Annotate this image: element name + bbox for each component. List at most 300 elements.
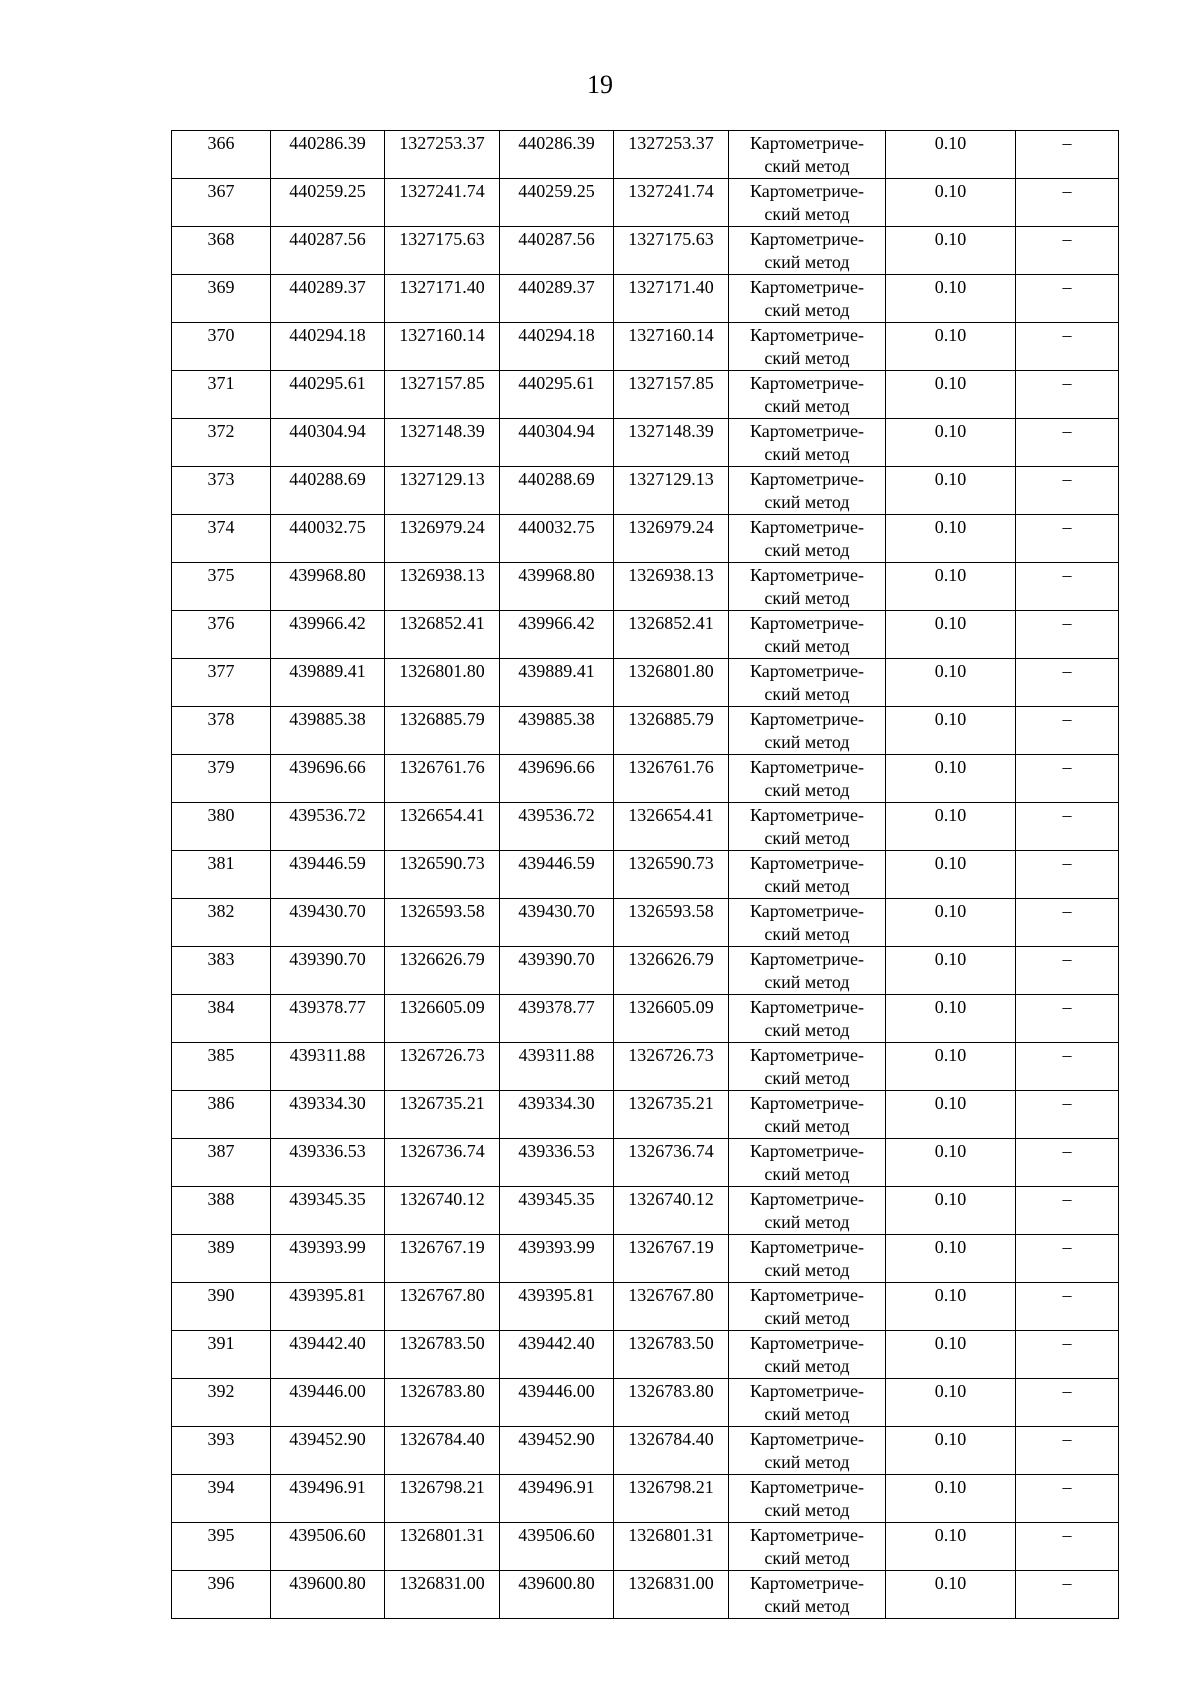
new-x-value: 440287.56 xyxy=(518,229,595,249)
accuracy-cell xyxy=(886,467,1016,515)
table-row xyxy=(172,563,1119,611)
point-number-cell xyxy=(172,419,271,467)
method-line-1: Картометриче- xyxy=(750,757,864,777)
point-number-value: 368 xyxy=(207,229,235,249)
new-y-cell xyxy=(614,1475,729,1523)
point-number-value: 375 xyxy=(207,565,235,585)
existing-y-cell xyxy=(385,179,500,227)
table-row xyxy=(172,419,1119,467)
new-x-cell xyxy=(500,899,614,947)
new-x-cell xyxy=(500,371,614,419)
existing-y-cell xyxy=(385,467,500,515)
accuracy-value: 0.10 xyxy=(934,373,967,393)
accuracy-value: 0.10 xyxy=(934,421,967,441)
table-row xyxy=(172,179,1119,227)
note-value: – xyxy=(1062,853,1072,873)
method-line-1: Картометриче- xyxy=(750,421,864,441)
point-number-cell xyxy=(172,707,271,755)
new-y-value: 1327253.37 xyxy=(628,133,714,153)
existing-y-value: 1326783.80 xyxy=(399,1381,485,1401)
note-cell xyxy=(1016,1331,1119,1379)
point-number-cell xyxy=(172,1379,271,1427)
method-cell xyxy=(729,1523,886,1571)
point-number-value: 389 xyxy=(207,1237,235,1257)
existing-x-value: 439968.80 xyxy=(289,565,366,585)
existing-x-cell xyxy=(271,275,385,323)
table-row xyxy=(172,659,1119,707)
note-cell xyxy=(1016,1475,1119,1523)
new-y-value: 1326740.12 xyxy=(628,1189,714,1209)
method-cell xyxy=(729,227,886,275)
new-y-cell xyxy=(614,1379,729,1427)
point-number-value: 369 xyxy=(207,277,235,297)
accuracy-cell xyxy=(886,659,1016,707)
method-line-2: ский метод xyxy=(764,1500,850,1520)
accuracy-value: 0.10 xyxy=(934,1525,967,1545)
table-row xyxy=(172,227,1119,275)
existing-x-cell xyxy=(271,803,385,851)
method-line-1: Картометриче- xyxy=(750,325,864,345)
new-x-cell xyxy=(500,275,614,323)
point-number-value: 396 xyxy=(207,1573,235,1593)
existing-y-value: 1326767.19 xyxy=(399,1237,485,1257)
existing-x-value: 439446.59 xyxy=(289,853,366,873)
table-row xyxy=(172,371,1119,419)
table-row xyxy=(172,707,1119,755)
existing-x-cell xyxy=(271,1091,385,1139)
new-x-cell xyxy=(500,803,614,851)
note-cell xyxy=(1016,1139,1119,1187)
accuracy-cell xyxy=(886,1331,1016,1379)
new-x-value: 439334.30 xyxy=(518,1093,595,1113)
existing-x-cell xyxy=(271,515,385,563)
method-cell xyxy=(729,1187,886,1235)
existing-x-value: 439393.99 xyxy=(289,1237,366,1257)
table-row xyxy=(172,1283,1119,1331)
method-line-1: Картометриче- xyxy=(750,1189,864,1209)
method-cell xyxy=(729,1235,886,1283)
existing-x-cell xyxy=(271,1043,385,1091)
new-x-value: 440286.39 xyxy=(518,133,595,153)
new-y-cell xyxy=(614,755,729,803)
existing-x-value: 439334.30 xyxy=(289,1093,366,1113)
accuracy-value: 0.10 xyxy=(934,757,967,777)
existing-y-cell xyxy=(385,803,500,851)
existing-y-value: 1326979.24 xyxy=(399,517,485,537)
new-x-cell xyxy=(500,227,614,275)
method-cell xyxy=(729,1571,886,1619)
method-cell xyxy=(729,947,886,995)
method-line-1: Картометриче- xyxy=(750,181,864,201)
method-cell xyxy=(729,515,886,563)
new-y-value: 1327241.74 xyxy=(628,181,714,201)
table-row xyxy=(172,1523,1119,1571)
new-y-cell xyxy=(614,371,729,419)
method-line-2: ский метод xyxy=(764,588,850,608)
note-cell xyxy=(1016,755,1119,803)
existing-x-value: 439496.91 xyxy=(289,1477,366,1497)
existing-x-cell xyxy=(271,755,385,803)
new-y-value: 1326590.73 xyxy=(628,853,714,873)
new-x-cell xyxy=(500,419,614,467)
note-value: – xyxy=(1062,613,1072,633)
point-number-cell xyxy=(172,227,271,275)
accuracy-value: 0.10 xyxy=(934,709,967,729)
note-value: – xyxy=(1062,757,1072,777)
method-line-2: ский метод xyxy=(764,924,850,944)
new-y-cell xyxy=(614,947,729,995)
new-x-value: 440032.75 xyxy=(518,517,595,537)
point-number-cell xyxy=(172,1331,271,1379)
point-number-value: 386 xyxy=(207,1093,235,1113)
method-line-1: Картометриче- xyxy=(750,997,864,1017)
point-number-value: 392 xyxy=(207,1381,235,1401)
existing-y-value: 1326735.21 xyxy=(399,1093,485,1113)
existing-x-value: 439506.60 xyxy=(289,1525,366,1545)
point-number-cell xyxy=(172,1043,271,1091)
accuracy-cell xyxy=(886,515,1016,563)
note-cell xyxy=(1016,1379,1119,1427)
point-number-cell xyxy=(172,1091,271,1139)
accuracy-cell xyxy=(886,323,1016,371)
existing-y-value: 1326831.00 xyxy=(399,1573,485,1593)
existing-y-value: 1326801.80 xyxy=(399,661,485,681)
existing-x-cell xyxy=(271,1379,385,1427)
method-cell xyxy=(729,419,886,467)
existing-y-cell xyxy=(385,755,500,803)
new-x-cell xyxy=(500,995,614,1043)
new-y-cell xyxy=(614,227,729,275)
point-number-cell xyxy=(172,179,271,227)
existing-x-cell xyxy=(271,419,385,467)
new-x-cell xyxy=(500,1139,614,1187)
new-x-cell xyxy=(500,131,614,179)
existing-y-cell xyxy=(385,419,500,467)
new-y-value: 1326593.58 xyxy=(628,901,714,921)
existing-x-cell xyxy=(271,707,385,755)
method-line-2: ский метод xyxy=(764,828,850,848)
new-x-value: 439311.88 xyxy=(518,1045,595,1065)
note-value: – xyxy=(1062,421,1072,441)
table-row xyxy=(172,1427,1119,1475)
existing-y-cell xyxy=(385,1235,500,1283)
point-number-cell xyxy=(172,659,271,707)
note-cell xyxy=(1016,1043,1119,1091)
accuracy-value: 0.10 xyxy=(934,1477,967,1497)
accuracy-cell xyxy=(886,1235,1016,1283)
accuracy-value: 0.10 xyxy=(934,661,967,681)
new-y-cell xyxy=(614,1523,729,1571)
new-x-value: 439696.66 xyxy=(518,757,595,777)
existing-x-cell xyxy=(271,1187,385,1235)
new-x-cell xyxy=(500,1523,614,1571)
point-number-value: 394 xyxy=(207,1477,235,1497)
note-cell xyxy=(1016,947,1119,995)
point-number-cell xyxy=(172,563,271,611)
existing-y-cell xyxy=(385,659,500,707)
note-cell xyxy=(1016,899,1119,947)
new-x-value: 439390.70 xyxy=(518,949,595,969)
point-number-value: 367 xyxy=(207,181,235,201)
note-value: – xyxy=(1062,709,1072,729)
existing-y-cell xyxy=(385,707,500,755)
note-value: – xyxy=(1062,1141,1072,1161)
note-cell xyxy=(1016,851,1119,899)
accuracy-cell xyxy=(886,1139,1016,1187)
existing-y-value: 1326761.76 xyxy=(399,757,485,777)
existing-x-cell xyxy=(271,851,385,899)
new-x-cell xyxy=(500,851,614,899)
note-cell xyxy=(1016,611,1119,659)
accuracy-value: 0.10 xyxy=(934,853,967,873)
new-y-cell xyxy=(614,1331,729,1379)
new-y-cell xyxy=(614,707,729,755)
point-number-value: 390 xyxy=(207,1285,235,1305)
accuracy-cell xyxy=(886,803,1016,851)
point-number-cell xyxy=(172,755,271,803)
table-row xyxy=(172,515,1119,563)
new-y-value: 1326761.76 xyxy=(628,757,714,777)
method-line-1: Картометриче- xyxy=(750,1093,864,1113)
new-y-cell xyxy=(614,611,729,659)
accuracy-value: 0.10 xyxy=(934,901,967,921)
table-row xyxy=(172,131,1119,179)
point-number-value: 391 xyxy=(207,1333,235,1353)
note-value: – xyxy=(1062,1525,1072,1545)
accuracy-value: 0.10 xyxy=(934,1189,967,1209)
accuracy-cell xyxy=(886,995,1016,1043)
note-value: – xyxy=(1062,901,1072,921)
method-cell xyxy=(729,1475,886,1523)
new-y-value: 1326798.21 xyxy=(628,1477,714,1497)
method-line-1: Картометриче- xyxy=(750,949,864,969)
existing-x-cell xyxy=(271,227,385,275)
new-x-cell xyxy=(500,515,614,563)
point-number-value: 384 xyxy=(207,997,235,1017)
note-cell xyxy=(1016,563,1119,611)
new-x-value: 440294.18 xyxy=(518,325,595,345)
table-body xyxy=(172,131,1119,1619)
method-line-2: ский метод xyxy=(764,444,850,464)
method-cell xyxy=(729,179,886,227)
method-line-1: Картометриче- xyxy=(750,517,864,537)
method-line-2: ский метод xyxy=(764,1596,850,1616)
table-row xyxy=(172,995,1119,1043)
existing-y-cell xyxy=(385,1427,500,1475)
table-row xyxy=(172,947,1119,995)
existing-y-cell xyxy=(385,515,500,563)
existing-x-value: 439889.41 xyxy=(289,661,366,681)
accuracy-value: 0.10 xyxy=(934,1333,967,1353)
method-line-2: ский метод xyxy=(764,780,850,800)
note-value: – xyxy=(1062,661,1072,681)
note-cell xyxy=(1016,179,1119,227)
point-number-cell xyxy=(172,323,271,371)
existing-y-cell xyxy=(385,323,500,371)
new-y-value: 1327129.13 xyxy=(628,469,714,489)
new-x-cell xyxy=(500,1187,614,1235)
existing-x-value: 439536.72 xyxy=(289,805,366,825)
method-line-1: Картометриче- xyxy=(750,565,864,585)
new-x-value: 439496.91 xyxy=(518,1477,595,1497)
method-cell xyxy=(729,1283,886,1331)
existing-y-cell xyxy=(385,1187,500,1235)
existing-x-cell xyxy=(271,995,385,1043)
method-cell xyxy=(729,1091,886,1139)
point-number-value: 379 xyxy=(207,757,235,777)
point-number-cell xyxy=(172,1475,271,1523)
new-y-value: 1326852.41 xyxy=(628,613,714,633)
new-x-cell xyxy=(500,563,614,611)
existing-y-cell xyxy=(385,563,500,611)
method-line-2: ский метод xyxy=(764,1116,850,1136)
new-x-value: 440288.69 xyxy=(518,469,595,489)
existing-x-value: 440295.61 xyxy=(289,373,366,393)
new-y-cell xyxy=(614,659,729,707)
existing-y-value: 1326783.50 xyxy=(399,1333,485,1353)
existing-y-value: 1326885.79 xyxy=(399,709,485,729)
accuracy-cell xyxy=(886,179,1016,227)
existing-x-cell xyxy=(271,1571,385,1619)
accuracy-value: 0.10 xyxy=(934,949,967,969)
existing-x-value: 439446.00 xyxy=(289,1381,366,1401)
note-value: – xyxy=(1062,325,1072,345)
existing-y-value: 1326740.12 xyxy=(399,1189,485,1209)
new-y-cell xyxy=(614,1187,729,1235)
table-row xyxy=(172,1379,1119,1427)
new-y-value: 1326979.24 xyxy=(628,517,714,537)
existing-y-value: 1326593.58 xyxy=(399,901,485,921)
new-x-cell xyxy=(500,1379,614,1427)
existing-x-value: 439696.66 xyxy=(289,757,366,777)
method-line-2: ский метод xyxy=(764,684,850,704)
method-cell xyxy=(729,1427,886,1475)
point-number-cell xyxy=(172,1235,271,1283)
existing-x-value: 439311.88 xyxy=(289,1045,366,1065)
note-cell xyxy=(1016,707,1119,755)
accuracy-value: 0.10 xyxy=(934,805,967,825)
existing-y-value: 1326626.79 xyxy=(399,949,485,969)
method-cell xyxy=(729,371,886,419)
note-value: – xyxy=(1062,277,1072,297)
method-cell xyxy=(729,611,886,659)
accuracy-cell xyxy=(886,707,1016,755)
note-value: – xyxy=(1062,133,1072,153)
new-x-value: 440259.25 xyxy=(518,181,595,201)
new-y-cell xyxy=(614,803,729,851)
method-line-2: ский метод xyxy=(764,1212,850,1232)
new-x-cell xyxy=(500,659,614,707)
note-cell xyxy=(1016,1523,1119,1571)
method-line-2: ский метод xyxy=(764,1404,850,1424)
note-value: – xyxy=(1062,181,1072,201)
new-y-cell xyxy=(614,1139,729,1187)
point-number-cell xyxy=(172,803,271,851)
existing-y-value: 1327175.63 xyxy=(399,229,485,249)
existing-y-value: 1326726.73 xyxy=(399,1045,485,1065)
page-number: 19 xyxy=(587,70,613,99)
new-y-value: 1326784.40 xyxy=(628,1429,714,1449)
existing-x-cell xyxy=(271,1475,385,1523)
method-line-1: Картометриче- xyxy=(750,613,864,633)
existing-y-value: 1326736.74 xyxy=(399,1141,485,1161)
table-row xyxy=(172,899,1119,947)
new-y-cell xyxy=(614,1427,729,1475)
existing-x-value: 439452.90 xyxy=(289,1429,366,1449)
point-number-value: 395 xyxy=(207,1525,235,1545)
new-y-value: 1327157.85 xyxy=(628,373,714,393)
new-x-cell xyxy=(500,1235,614,1283)
note-cell xyxy=(1016,659,1119,707)
table-row xyxy=(172,1187,1119,1235)
existing-y-cell xyxy=(385,611,500,659)
point-number-cell xyxy=(172,611,271,659)
existing-y-cell xyxy=(385,1091,500,1139)
method-line-1: Картометриче- xyxy=(750,1573,864,1593)
table-row xyxy=(172,1043,1119,1091)
existing-y-value: 1327129.13 xyxy=(399,469,485,489)
existing-y-value: 1327148.39 xyxy=(399,421,485,441)
new-x-cell xyxy=(500,707,614,755)
new-x-cell xyxy=(500,947,614,995)
existing-y-cell xyxy=(385,1571,500,1619)
new-x-cell xyxy=(500,1091,614,1139)
note-cell xyxy=(1016,515,1119,563)
existing-x-value: 440259.25 xyxy=(289,181,366,201)
existing-y-value: 1326798.21 xyxy=(399,1477,485,1497)
table-row xyxy=(172,1475,1119,1523)
table-row xyxy=(172,1331,1119,1379)
new-y-cell xyxy=(614,1235,729,1283)
new-y-value: 1326767.19 xyxy=(628,1237,714,1257)
point-number-value: 383 xyxy=(207,949,235,969)
method-line-1: Картометриче- xyxy=(750,1141,864,1161)
note-value: – xyxy=(1062,997,1072,1017)
new-x-value: 439506.60 xyxy=(518,1525,595,1545)
method-line-1: Картометриче- xyxy=(750,1381,864,1401)
new-y-cell xyxy=(614,563,729,611)
new-x-value: 439968.80 xyxy=(518,565,595,585)
accuracy-value: 0.10 xyxy=(934,613,967,633)
existing-x-cell xyxy=(271,1235,385,1283)
existing-x-cell xyxy=(271,131,385,179)
existing-x-cell xyxy=(271,1523,385,1571)
existing-y-value: 1327253.37 xyxy=(399,133,485,153)
existing-x-cell xyxy=(271,1331,385,1379)
accuracy-cell xyxy=(886,1043,1016,1091)
note-value: – xyxy=(1062,229,1072,249)
point-number-value: 376 xyxy=(207,613,235,633)
method-line-2: ский метод xyxy=(764,204,850,224)
method-line-2: ский метод xyxy=(764,300,850,320)
method-line-2: ский метод xyxy=(764,1260,850,1280)
note-cell xyxy=(1016,803,1119,851)
new-y-value: 1326736.74 xyxy=(628,1141,714,1161)
note-value: – xyxy=(1062,1285,1072,1305)
method-line-1: Картометриче- xyxy=(750,1429,864,1449)
accuracy-value: 0.10 xyxy=(934,1573,967,1593)
point-number-value: 387 xyxy=(207,1141,235,1161)
accuracy-value: 0.10 xyxy=(934,1141,967,1161)
method-cell xyxy=(729,899,886,947)
new-x-cell xyxy=(500,1571,614,1619)
point-number-cell xyxy=(172,1283,271,1331)
new-y-cell xyxy=(614,179,729,227)
note-value: – xyxy=(1062,517,1072,537)
accuracy-value: 0.10 xyxy=(934,1429,967,1449)
method-cell xyxy=(729,707,886,755)
existing-x-value: 439336.53 xyxy=(289,1141,366,1161)
